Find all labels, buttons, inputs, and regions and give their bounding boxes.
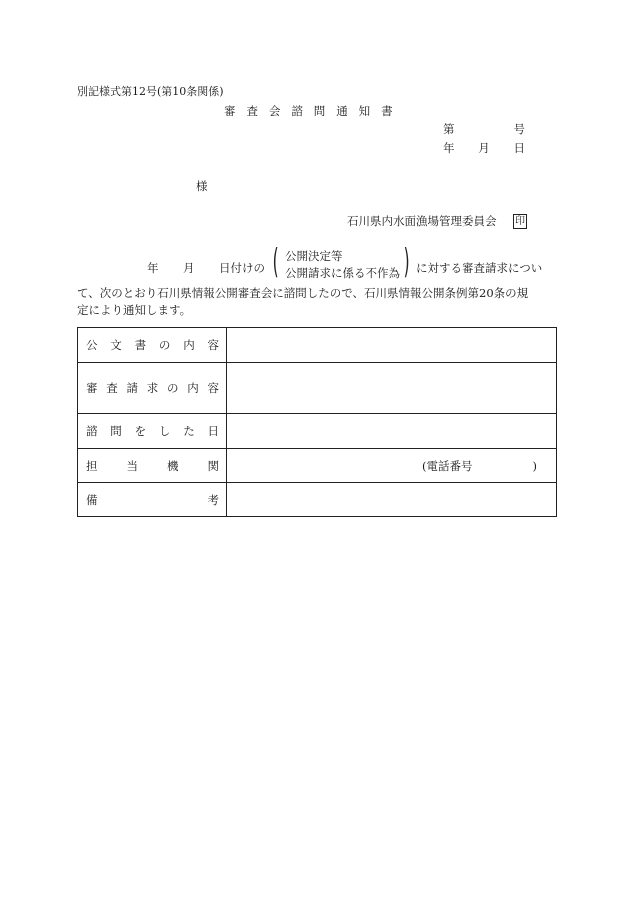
number-prefix: 第	[443, 122, 455, 136]
row-value-inquiry-date[interactable]	[227, 414, 557, 449]
right-bracket: )	[403, 242, 410, 282]
row-value-remarks[interactable]	[227, 483, 557, 517]
row-value-request-content[interactable]	[227, 363, 557, 414]
row-value-responsible-agency[interactable]	[227, 449, 557, 483]
sender-name: 石川県内水面漁場管理委員会	[347, 214, 497, 228]
left-bracket: (	[272, 242, 279, 282]
month-char: 月	[478, 141, 490, 155]
table-row	[78, 328, 557, 363]
body-date-blanks: 年 月 日付けの	[147, 261, 265, 275]
option-disclosure-decision: 公開決定等	[285, 249, 343, 263]
row-value-document-content[interactable]	[227, 328, 557, 363]
document-date-line	[443, 143, 525, 155]
table-row	[78, 414, 557, 449]
body-line-1-tail: に対する審査請求につい	[416, 261, 543, 275]
table-row	[78, 363, 557, 414]
row-label-document-content: 公 文 書 の 内 容	[78, 328, 227, 363]
row-label-remarks: 備 考	[78, 483, 227, 517]
table-row	[78, 483, 557, 517]
option-inaction: 公開請求に係る不作為	[285, 266, 400, 280]
number-suffix: 号	[513, 122, 525, 136]
form-label: 別記様式第12号(第10条関係)	[77, 85, 224, 98]
seal-stamp: 印	[515, 216, 525, 227]
body-line-2: て、次のとおり石川県情報公開審査会に諮問したので、石川県情報公開条例第20条の規	[77, 286, 529, 300]
row-label-responsible-agency: 担 当 機 関	[78, 449, 227, 483]
info-table	[77, 327, 557, 517]
phone-number-label: (電話番号	[422, 458, 473, 473]
row-label-request-content: 審 査 請 求 の 内 容	[78, 363, 227, 414]
day-char: 日	[513, 141, 525, 155]
document-number-line	[443, 124, 525, 136]
phone-number-close: )	[532, 458, 537, 473]
document-title: 審査会諮問通知書	[224, 104, 404, 118]
body-line-3: 定により通知します。	[77, 303, 192, 317]
addressee-honorific: 様	[196, 179, 208, 193]
row-label-inquiry-date: 諮 問 を し た 日	[78, 414, 227, 449]
year-char: 年	[443, 141, 455, 155]
table-row	[78, 449, 557, 483]
